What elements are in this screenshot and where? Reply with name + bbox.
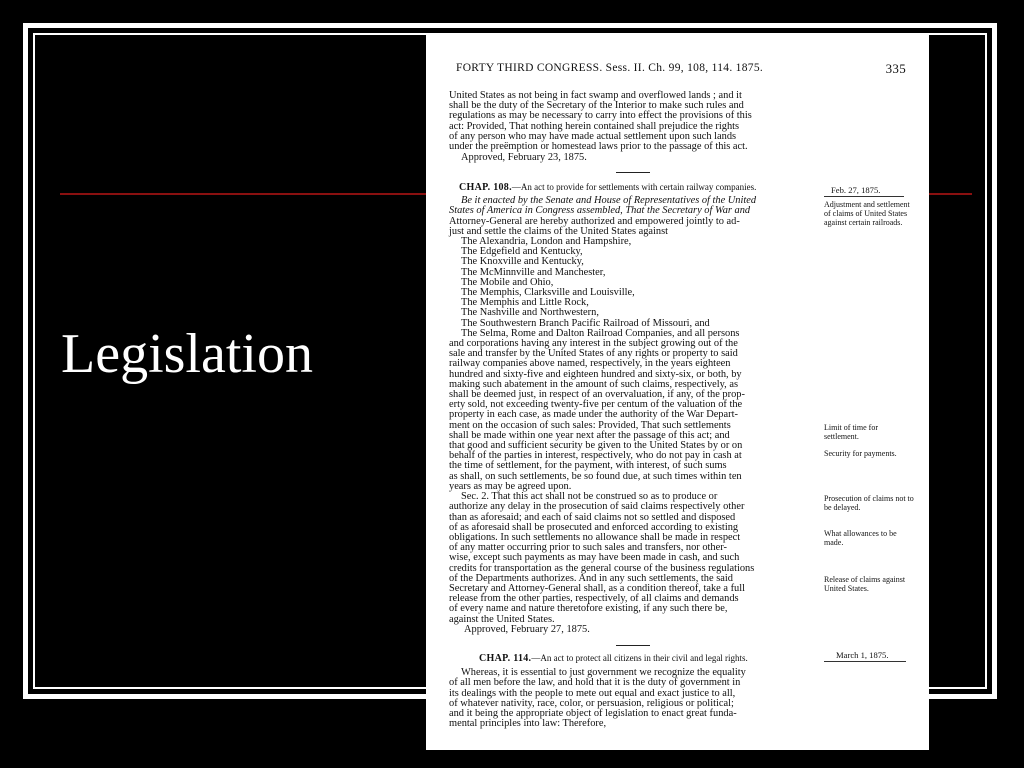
preamble-line: and it being the appropriate object of legislation to enact great funda-	[449, 708, 737, 720]
section-1-line: property in each case, as made under the authority of the War Depart-	[449, 409, 738, 421]
section-2-line: obligations. In such settlements no allowance shall be made in respect	[449, 531, 741, 543]
page-number: 335	[885, 61, 906, 76]
railroad-item: The Edgefield and Kentucky,	[461, 246, 583, 258]
margin-date-feb-27: Feb. 27, 1875.	[831, 185, 881, 195]
section-2-line: wise, except such payments as may have been made in cash, and such	[449, 552, 740, 564]
chap-114-preamble	[449, 668, 821, 729]
section-1-line: behalf of the parties in interest, respectively, who do not pay in cash at	[449, 450, 742, 462]
section-rule-2	[616, 645, 650, 646]
railroad-item: The Southwestern Branch Pacific Railroad of Missouri, and	[461, 317, 710, 329]
chap-108-enacting-clause	[449, 196, 821, 237]
section-1-line: shall be made within one year next after the passage of this act; and	[449, 429, 730, 441]
section-2-line: of every name and nature theretofore existing, if any such there be,	[449, 603, 728, 615]
railroad-item: The Memphis, Clarksville and Louisville,	[461, 287, 635, 299]
section-2-line: authorize any delay in the prosecution of said claims respectively other	[449, 501, 745, 513]
chap-114	[449, 653, 821, 729]
section-1-line: ment on the occasion of such sales: Provided, That such settlements	[449, 419, 731, 431]
approved-feb-23: Approved, February 23, 1875.	[461, 152, 587, 164]
chap-114-number: CHAP. 114.	[479, 653, 532, 664]
section-1-line: that good and sufficient security be given to the United States by or on	[449, 440, 743, 452]
enacting-line: Be it enacted by the Senate and House of Representatives of the United	[461, 195, 757, 207]
section-1-line: railway companies above named, respectively, in the years eighteen	[449, 358, 731, 370]
chap-108-title: —An act to provide for settlements with certain railway companies.	[511, 182, 757, 192]
running-header: FORTY THIRD CONGRESS. Sess. II. Ch. 99, 108, 114. 1875.	[456, 62, 764, 74]
section-1-line: erty sold, not exceeding twenty-five per centum of the valuation of the	[449, 399, 743, 411]
railroad-item: The Alexandria, London and Hampshire,	[461, 236, 632, 248]
section-1-line: hundred and sixty-five and eighteen hundred and sixty-six, or both, by	[449, 368, 742, 380]
railroad-item: The Nashville and Northwestern,	[461, 307, 599, 319]
chap-114-title: —An act to protect all citizens in their civil and legal rights.	[531, 653, 748, 663]
railroad-item: The Knoxville and Kentucky,	[461, 256, 584, 268]
section-2-line: of as aforesaid shall be prosecuted and enforced according to existing	[449, 521, 739, 533]
margin-note-security: Security for payments.	[824, 449, 897, 458]
top-text-line: regulations as may be necessary to carry into effect the provisions of this	[449, 110, 752, 122]
section-1-line: as shall, on such settlements, be so found due, at such times within ten	[449, 470, 742, 482]
margin-note-release: Release of claims against United States.	[824, 575, 906, 593]
chap-108-section-1	[449, 339, 821, 492]
margin-note-prosecution: Prosecution of claims not to be delayed.	[824, 494, 914, 512]
preamble-line: its dealings with the people to mete out equal and exact justice to all,	[449, 687, 736, 699]
slide-title: Legislation	[61, 323, 313, 385]
chap-108	[449, 182, 821, 635]
margin-note-limit: Limit of time for settlement.	[824, 423, 878, 441]
top-text-line: act: Provided, That nothing herein contained shall prejudice the rights	[449, 120, 740, 132]
section-2-line: credits for transportation as the general course of the business regulations	[449, 562, 755, 574]
margin-note-allowances: What allowances to be made.	[824, 529, 897, 547]
section-2-line: than as aforesaid; and each of said claims not so settled and disposed	[449, 511, 736, 523]
margin-date-march-1: March 1, 1875.	[836, 650, 889, 660]
section-1-line: making such abatement in the amount of such claims, respectively, as	[449, 378, 739, 390]
railroad-item: The Mobile and Ohio,	[461, 276, 554, 288]
margin-rule-1	[824, 196, 904, 197]
chap-108-heading	[449, 182, 821, 193]
top-text-line: United States as not being in fact swamp and overflowed lands ; and it	[449, 90, 742, 101]
page-header	[456, 62, 906, 78]
railroad-item: The Selma, Rome and Dalton Railroad Companies, and all persons	[461, 327, 740, 339]
section-2-line: of the Departments authorizes. And in any such settlements, the said	[449, 572, 733, 584]
railroad-list	[449, 237, 821, 339]
section-2-line: Secretary and Attorney-General shall, as a condition thereof, take a full	[449, 582, 746, 594]
section-1-line: and corporations having any interest in the subject growing out of the	[449, 338, 738, 350]
chap-108-section-2	[449, 492, 821, 625]
document-page-image	[426, 34, 929, 750]
section-2-line: release from the other parties, respectively, of all claims and demands	[449, 593, 739, 605]
section-2-line: against the United States.	[449, 613, 555, 625]
approved-feb-27: Approved, February 27, 1875.	[464, 623, 590, 635]
section-1-line: sale and transfer by the United States of any rights or property to said	[449, 348, 738, 360]
section-rule-1	[616, 172, 650, 173]
section-1-line: shall be deemed just, in respect of an overvaluation, if any, of the prop-	[449, 389, 745, 401]
top-section	[449, 91, 821, 163]
enacting-line: just and settle the claims of the United States against	[449, 225, 669, 237]
railroad-item: The McMinnville and Manchester,	[461, 266, 606, 278]
enacting-line: Attorney-General are hereby authorized and empowered jointly to ad-	[449, 215, 740, 227]
section-1-line: years as may be agreed upon.	[449, 480, 572, 492]
top-text-line: shall be the duty of the Secretary of the Interior to make such rules and	[449, 100, 744, 112]
chap-114-heading	[449, 653, 821, 664]
section-2-line: of any matter occurring prior to such sales and transfers, nor other-	[449, 542, 727, 554]
preamble-line: of whatever nativity, race, color, or persuasion, religious or political;	[449, 697, 734, 709]
chap-108-number: CHAP. 108.	[459, 182, 512, 193]
section-1-line: the time of settlement, for the payment, with interest, of such sums	[449, 460, 727, 472]
top-text-line: under the preëmption or homestead laws prior to the passage of this act.	[449, 141, 748, 153]
railroad-item: The Memphis and Little Rock,	[461, 297, 589, 309]
preamble-line: Whereas, it is essential to just government we recognize the equality	[461, 667, 746, 679]
top-text-line: of any person who may have made actual settlement upon such lands	[449, 130, 737, 142]
margin-note-adjustment: Adjustment and settlement of claims of United States against certain railroads.	[824, 200, 910, 227]
preamble-line: of all men before the law, and hold that it is the duty of government in	[449, 677, 741, 689]
margin-rule-2	[824, 661, 906, 662]
preamble-line: mental principles into law: Therefore,	[449, 718, 607, 730]
enacting-line: States of America in Congress assembled, That the Secretary of War and	[449, 205, 751, 217]
section-2-line: Sec. 2. That this act shall not be construed so as to produce or	[461, 491, 718, 503]
top-section-lines	[449, 91, 821, 152]
